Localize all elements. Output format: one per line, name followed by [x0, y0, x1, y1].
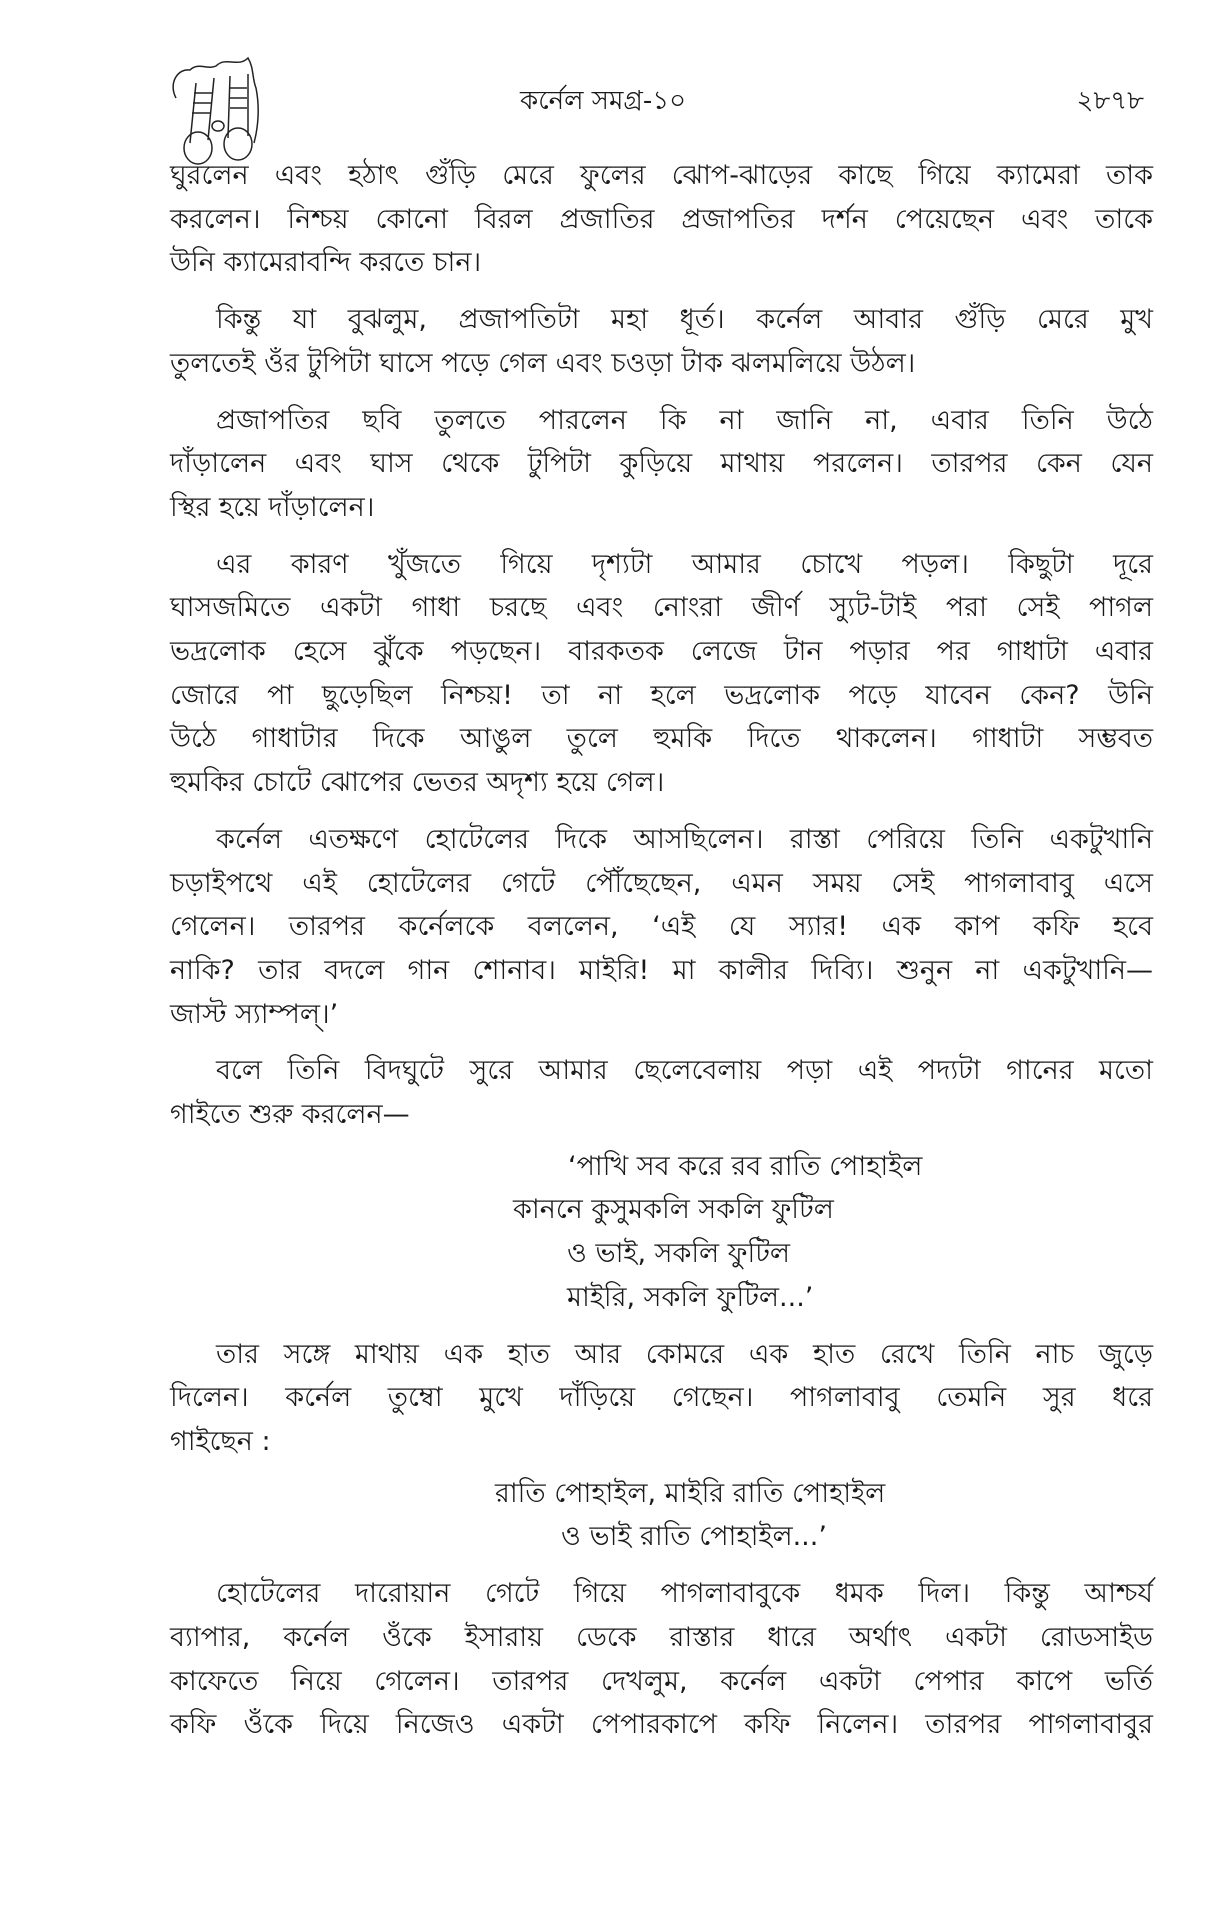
text-line: কর্নেল এতক্ষণে হোটেলের দিকে আসছিলেন। রাস্তা পেরিয়ে তিনি একটুখানি	[216, 823, 1153, 855]
paragraph	[170, 1333, 1153, 1464]
verse-block	[170, 1145, 1153, 1320]
binoculars-icon	[168, 48, 268, 168]
page-body	[170, 154, 1153, 1747]
text-line: ঘুরলেন এবং হঠাৎ গুঁড়ি মেরে ফুলের ঝোপ-ঝাড়ের কাছে গিয়ে ক্যামেরা তাক	[170, 160, 1153, 191]
text-line: গেলেন। তারপর কর্নেলকে বললেন, ‘এই যে স্যার! এক কাপ কফি হবে	[170, 911, 1153, 943]
verse-line: ‘পাখি সব করে রব রাতি পোহাইল	[568, 1150, 923, 1182]
text-line: গাইছেন :	[170, 1425, 271, 1457]
paragraph	[170, 1572, 1153, 1747]
text-line: প্রজাপতির ছবি তুলতে পারলেন কি না জানি না, এবার তিনি উঠে	[216, 404, 1153, 436]
text-line: হোটেলের দারোয়ান গেটে গিয়ে পাগলাবাবুকে ধমক দিল। কিন্তু আশ্চর্য	[216, 1578, 1153, 1610]
verse-line: ও ভাই, সকলি ফুটিল	[567, 1238, 791, 1270]
text-line: দিলেন। কর্নেল তুম্বো মুখে দাঁড়িয়ে গেছেন। পাগলাবাবু তেমনি সুর ধরে	[170, 1382, 1153, 1414]
text-line: তার সঙ্গে মাথায় এক হাত আর কোমরে এক হাত রেখে তিনি নাচ জুড়ে	[216, 1338, 1153, 1370]
text-line: তুলতেই ওঁর টুপিটা ঘাসে পড়ে গেল এবং চওড়া টাক ঝলমলিয়ে উঠল।	[170, 347, 916, 379]
page-number: ২৮৭৮	[1076, 86, 1144, 116]
paragraph	[170, 399, 1153, 530]
text-line: নাকি? তার বদলে গান শোনাব। মাইরি! মা কালীর দিব্যি। শুনুন না একটুখানি—	[170, 954, 1153, 986]
text-line: এর কারণ খুঁজতে গিয়ে দৃশ্যটা আমার চোখে পড়ল। কিছুটা দূরে	[216, 548, 1153, 580]
paragraph	[170, 298, 1153, 385]
text-line: ভদ্রলোক হেসে ঝুঁকে পড়ছেন। বারকতক লেজে টান পড়ার পর গাধাটা এবার	[170, 636, 1153, 668]
text-line: ঘাসজমিতে একটা গাধা চরছে এবং নোংরা জীর্ণ স্যুট-টাই পরা সেই পাগল	[170, 592, 1153, 624]
verse-block	[170, 1472, 1153, 1559]
text-line: বলে তিনি বিদঘুটে সুরে আমার ছেলেবেলায় পড়া এই পদ্যটা গানের মতো	[216, 1055, 1153, 1087]
paragraph	[170, 818, 1153, 1037]
paragraph	[170, 543, 1153, 805]
text-line: জাস্ট স্যাম্পল্‌।’	[170, 998, 339, 1030]
running-header-title: কর্নেল সমগ্র-১০	[520, 86, 687, 116]
text-line: উনি ক্যামেরাবন্দি করতে চান।	[170, 247, 482, 279]
text-line: করলেন। নিশ্চয় কোনো বিরল প্রজাতির প্রজাপতির দর্শন পেয়েছেন এবং তাকে	[170, 203, 1153, 235]
paragraph	[170, 154, 1153, 285]
verse-line: ও ভাই রাতি পোহাইল...’	[561, 1521, 827, 1553]
text-line: গাইতে শুরু করলেন—	[170, 1099, 410, 1131]
text-line: ব্যাপার, কর্নেল ওঁকে ইসারায় ডেকে রাস্তার ধারে অর্থাৎ একটা রোডসাইড	[170, 1621, 1153, 1653]
paragraph	[170, 1049, 1153, 1136]
text-line: জোরে পা ছুড়েছিল নিশ্চয়! তা না হলে ভদ্রলোক পড়ে যাবেন কেন? উনি	[170, 679, 1153, 711]
verse-line: কাননে কুসুমকলি সকলি ফুটিল	[513, 1194, 834, 1226]
text-line: দাঁড়ালেন এবং ঘাস থেকে টুপিটা কুড়িয়ে মাথায় পরলেন। তারপর কেন যেন	[170, 448, 1153, 480]
text-line: স্থির হয়ে দাঁড়ালেন।	[170, 491, 375, 523]
text-line: উঠে গাধাটার দিকে আঙুল তুলে হুমকি দিতে থাকলেন। গাধাটা সম্ভবত	[170, 723, 1153, 755]
text-line: কাফেতে নিয়ে গেলেন। তারপর দেখলুম, কর্নেল একটা পেপার কাপে ভর্তি	[170, 1665, 1153, 1697]
text-line: চড়াইপথে এই হোটেলের গেটে পৌঁছেছেন, এমন সময় সেই পাগলাবাবু এসে	[170, 867, 1153, 899]
text-line: কফি ওঁকে দিয়ে নিজেও একটা পেপারকাপে কফি নিলেন। তারপর পাগলাবাবুর	[170, 1709, 1153, 1741]
verse-line: মাইরি, সকলি ফুটিল...’	[567, 1281, 814, 1313]
text-line: কিন্তু যা বুঝলুম, প্রজাপতিটা মহা ধূর্ত। কর্নেল আবার গুঁড়ি মেরে মুখ	[216, 304, 1153, 336]
verse-line: রাতি পোহাইল, মাইরি রাতি পোহাইল	[495, 1477, 886, 1509]
text-line: হুমকির চোটে ঝোপের ভেতর অদৃশ্য হয়ে গেল।	[170, 767, 665, 799]
